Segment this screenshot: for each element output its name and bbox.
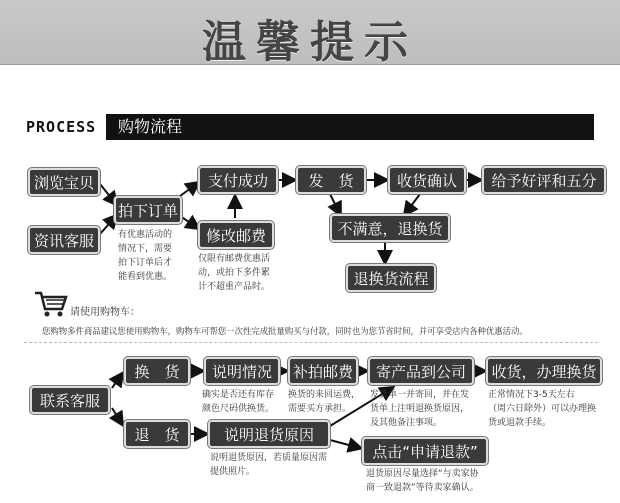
- unsatisfied-button: 不满意，退换货: [330, 214, 450, 242]
- place-order-note: 有优惠活动的 情况下，需要 拍下订单后才 能看到优惠。: [118, 230, 173, 282]
- arrow-order-pay: [180, 183, 198, 196]
- section-divider: [24, 342, 598, 343]
- pay-success-button: 支付成功: [198, 166, 278, 194]
- extra-postage-note: 换货的来回运费， 需要买方承担。: [288, 390, 361, 414]
- arrow-explainreturn-refund: [330, 440, 360, 448]
- extra-postage-button: 补拍邮费: [288, 357, 358, 385]
- modify-postage-note: 仅限有邮费优惠活 动，或拍下多件累 计不超重产品时。: [198, 254, 271, 292]
- browse-button: 浏览宝贝: [28, 168, 100, 196]
- send-to-company-button: 寄产品到公司: [368, 357, 474, 385]
- ship-button: 发 货: [296, 166, 366, 194]
- confirm-button: 收货确认: [388, 166, 466, 194]
- apply-refund-button: 点击“申请退款”: [362, 437, 488, 465]
- arrow-contact-exchange: [112, 374, 122, 388]
- arrow-contact-return: [112, 408, 122, 424]
- received-exchange-button: 收货，办理换货: [486, 357, 602, 385]
- shopping-cart-icon: [34, 290, 68, 318]
- process-label: PROCESS: [26, 118, 97, 136]
- return-button: 退 货: [124, 420, 190, 448]
- send-to-company-note: 发货单一并寄回，并在发 货单上注明退换货原因， 及其他备注事项。: [370, 390, 470, 428]
- consult-button: 资讯客服: [28, 226, 100, 254]
- explain-situation-note: 确实是否还有库存 颜色尺码供换货。: [202, 390, 275, 414]
- explain-return-button: 说明退货原因: [208, 420, 330, 448]
- explain-return-note: 说明退货原因，若质量原因需 提供照片。: [210, 453, 328, 477]
- page-title: 温馨提示: [202, 17, 418, 68]
- process-bar-title: 购物流程: [118, 117, 183, 136]
- explain-situation-button: 说明情况: [204, 357, 280, 385]
- arrow-order-postage: [180, 216, 198, 228]
- arrow-ship-unsatisfied: [330, 194, 340, 214]
- arrow-confirm-unsatisfied: [405, 194, 420, 214]
- return-process-button: 退换货流程: [346, 264, 436, 292]
- contact-service-button: 联系客服: [30, 386, 110, 414]
- exchange-button: 换 货: [124, 357, 190, 385]
- review-button: 给予好评和五分: [482, 166, 606, 194]
- cart-label: 请使用购物车：: [70, 307, 140, 318]
- place-order-button: 拍下订单: [114, 196, 182, 224]
- received-exchange-note: 正常情况下3-5天左右 （周六日除外）可以办理换 货或退款手续。: [488, 390, 597, 428]
- modify-postage-button: 修改邮费: [198, 221, 274, 249]
- apply-refund-note: 退货原因尽量选择“与卖家协 商一致退款”等待卖家确认。: [366, 469, 479, 493]
- cart-description: 您购物多件商品建议您使用购物车，购物车可帮您一次性完成批量购买与付款，同时也为您节省时间，并可享受店内各种优惠活动。: [42, 326, 528, 336]
